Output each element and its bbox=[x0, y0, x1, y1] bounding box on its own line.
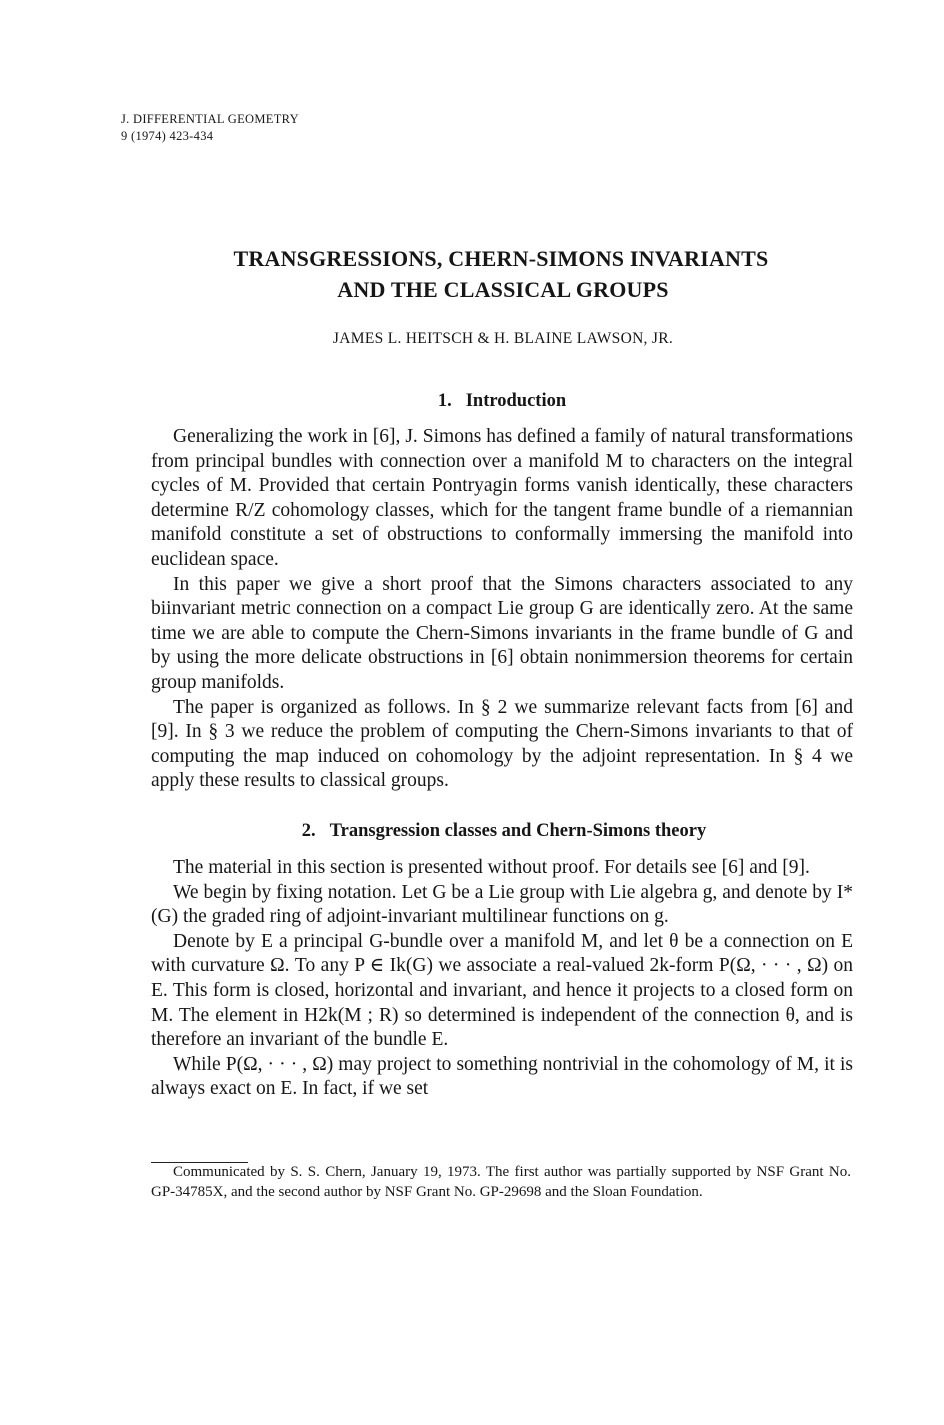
paragraph: In this paper we give a short proof that the Simons characters associated to any biinvariant metric connection on a compact Lie group G are identically zero. At the same time we are able to compute the Chern-Simons invariants in the frame bundle of G and by using the more delicate obstructions in [6] obtain nonimmersion theorems for certain group manifolds. bbox=[151, 573, 853, 693]
paragraph: The paper is organized as follows. In § 2 we summarize relevant facts from [6] and [9]. In § 3 we reduce the problem of computing the Chern-Simons invariants to that of computing the map induced on cohomology by the adjoint representation. In § 4 we apply these results to classical groups. bbox=[151, 696, 853, 792]
section-1-body bbox=[151, 425, 853, 794]
journal-header bbox=[121, 111, 299, 145]
authors: JAMES L. HEITSCH & H. BLAINE LAWSON, JR. bbox=[332, 330, 674, 347]
paragraph: The material in this section is presented without proof. For details see [6] and [9]. bbox=[173, 857, 810, 878]
section-2-body bbox=[151, 856, 853, 1102]
section-1-heading bbox=[0, 389, 944, 413]
journal-citation: 9 (1974) 423-434 bbox=[121, 129, 214, 143]
footnote-text: Communicated by S. S. Chern, January 19, 1973. The first author was partially supported by NSF Grant No. GP-34785X, and the second author by NSF Grant No. GP-29698 and the Sloan Foundation. bbox=[151, 1164, 851, 1200]
paragraph: While P(Ω, · · · , Ω) may project to something nontrivial in the cohomology of M, it is always exact on E. In fact, if we set bbox=[151, 1053, 853, 1100]
paragraph: Denote by E a principal G-bundle over a manifold M, and let θ be a connection on E with curvature Ω. To any P ∈ Ik(G) we associate a real-valued 2k-form P(Ω, · · · , Ω) on E. This form is closed, horizontal and invariant, and hence it projects to a closed form on M. The element in H2k(M ; R) so determined is independent of the connection θ, and is therefore an invariant of the bundle E. bbox=[151, 930, 853, 1051]
section-1-title: Introduction bbox=[465, 391, 567, 411]
paper-title bbox=[0, 243, 944, 305]
title-line-2: AND THE CLASSICAL GROUPS bbox=[337, 277, 669, 302]
journal-name: J. DIFFERENTIAL GEOMETRY bbox=[121, 112, 299, 126]
footnote bbox=[151, 1163, 851, 1202]
section-2-title: Transgression classes and Chern-Simons theory bbox=[329, 821, 707, 841]
paragraph: We begin by fixing notation. Let G be a Lie group with Lie algebra g, and denote by I*(G) the graded ring of adjoint-invariant multilinear functions on g. bbox=[151, 881, 853, 928]
section-2-heading bbox=[0, 819, 944, 843]
paragraph: Generalizing the work in [6], J. Simons has defined a family of natural transformations from principal bundles with connection over a manifold M to characters on the integral cycles of M. Provided that certain Pontryagin forms vanish identically, these characters determine R/Z cohomology classes, which for the tangent frame bundle of a riemannian manifold constitute a set of obstructions to conformally immersing the manifold into euclidean space. bbox=[151, 426, 853, 570]
section-2-number: 2. bbox=[301, 821, 316, 841]
title-line-1: TRANSGRESSIONS, CHERN-SIMONS INVARIANTS bbox=[233, 246, 769, 271]
section-1-number: 1. bbox=[437, 391, 452, 411]
